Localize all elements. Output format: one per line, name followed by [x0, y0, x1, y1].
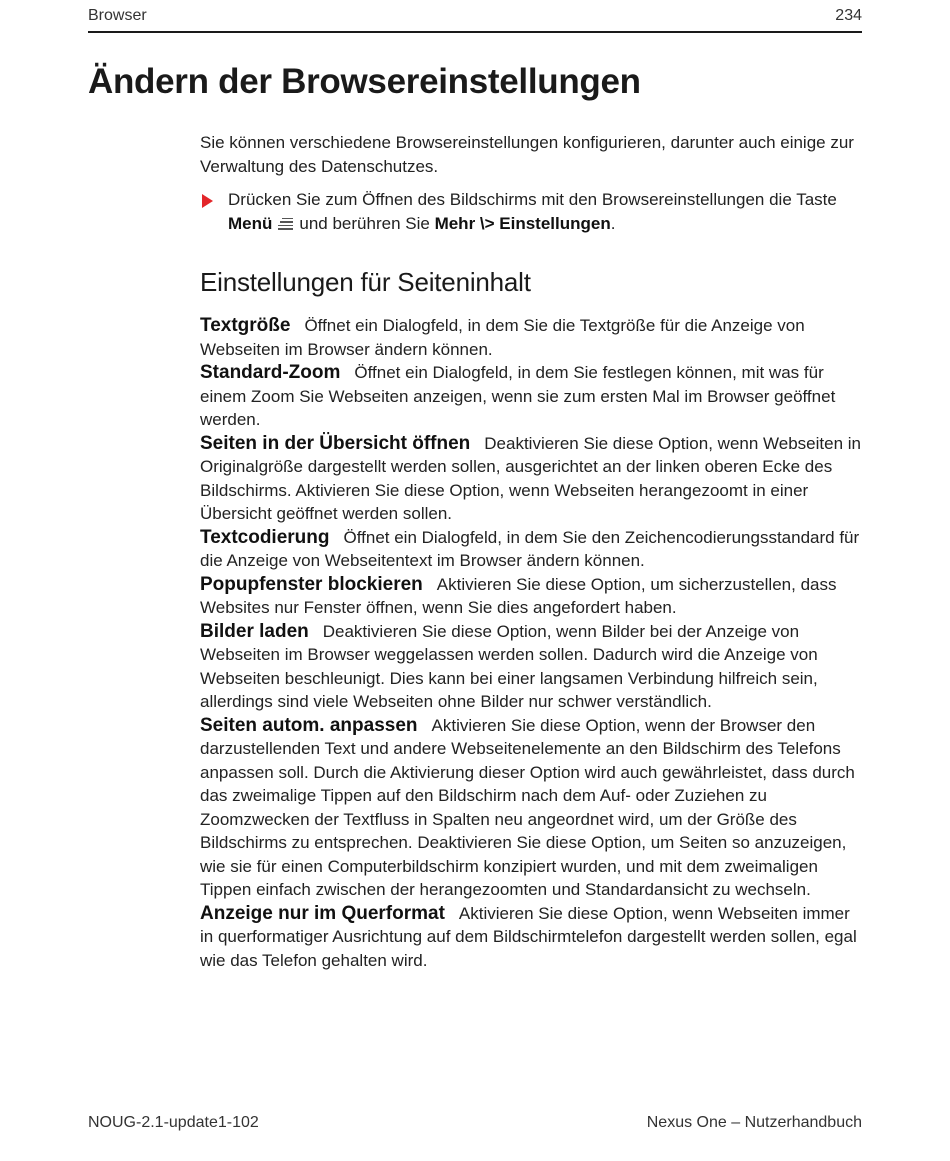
menu-icon	[278, 218, 293, 231]
setting-load-images	[200, 620, 862, 714]
footer-doc-id: NOUG-2.1-update1-102	[88, 1114, 259, 1131]
setting-description: Aktivieren Sie diese Option, wenn Webseiten immer in querformatiger Ausrichtung auf dem Bildschirmtelefon dargestellt werden sollen, egal wie das Telefon gehalten wird.	[200, 903, 857, 970]
step-text-end: .	[610, 213, 616, 233]
setting-term: Seiten autom. anpassen	[200, 714, 418, 736]
instruction-step	[200, 188, 862, 235]
setting-description: Aktivieren Sie diese Option, um sicherzustellen, dass Websites nur Fenster öffnen, wenn Sie dies angefordert haben.	[200, 574, 837, 617]
setting-default-zoom	[200, 361, 862, 432]
setting-overview-mode	[200, 432, 862, 526]
setting-description: Deaktivieren Sie diese Option, wenn Webseiten in Originalgröße dargestellt werden sollen, ausgerichtet an der linken oberen Ecke des Bildschirms. Aktivieren Sie diese Option, wenn Webseiten herangezoomt in einer Übersicht geöffnet werden sollen.	[200, 433, 861, 523]
setting-text-size	[200, 314, 862, 361]
setting-description: Öffnet ein Dialogfeld, in dem Sie den Zeichencodierungsstandard für die Anzeige von Webseitentext im Browser ändern können.	[200, 527, 860, 570]
header-section-title: Browser	[88, 7, 147, 24]
section-heading: Einstellungen für Seiteninhalt	[200, 267, 531, 297]
page-header	[88, 5, 862, 33]
step-text-middle: und berühren Sie	[299, 213, 430, 233]
setting-term: Seiten in der Übersicht öffnen	[200, 432, 471, 454]
setting-description: Deaktivieren Sie diese Option, wenn Bilder bei der Anzeige von Webseiten im Browser weggelassen werden sollen. Dadurch wird die Anzeige von Webseiten beschleunigt. Dies kann bei einer langsamen Verbindung hilfreich sein, allerdings sind viele Webseiten ohne Bilder nur schwer verständlich.	[200, 621, 818, 711]
step-text-before: Drücken Sie zum Öffnen des Bildschirms mit den Browsereinstellungen die Taste	[228, 190, 837, 209]
setting-description: Öffnet ein Dialogfeld, in dem Sie festlegen können, mit was für einem Zoom Sie Webseiten anzeigen, wenn sie zum ersten Mal im Browser geöffnet werden.	[200, 363, 836, 429]
bullet-arrow-icon	[202, 194, 213, 208]
setting-term: Standard-Zoom	[200, 362, 341, 383]
setting-term: Textgröße	[200, 315, 291, 336]
settings-list	[200, 314, 862, 972]
footer-doc-title: Nexus One – Nutzerhandbuch	[646, 1114, 862, 1131]
setting-term: Textcodierung	[200, 526, 330, 548]
header-page-number: 234	[835, 7, 862, 24]
setting-text-encoding	[200, 526, 862, 573]
setting-block-popups	[200, 573, 862, 620]
setting-landscape-only	[200, 902, 862, 973]
setting-auto-fit-pages	[200, 714, 862, 902]
intro-paragraph: Sie können verschiedene Browsereinstellungen konfigurieren, darunter auch einige zur Verwaltung des Datenschutzes.	[200, 133, 854, 176]
step-menu-label: Menü	[228, 213, 273, 233]
setting-term: Popupfenster blockieren	[200, 573, 423, 595]
step-settings-path: Mehr \> Einstellungen	[434, 213, 611, 233]
setting-description: Aktivieren Sie diese Option, wenn der Browser den darzustellenden Text und andere Webseitenelemente an den Bildschirm des Telefons anpassen soll. Durch die Aktivierung dieser Option wird auch gewährleistet, dass durch das zweimalige Tippen auf den Bildschirm nach dem Auf- oder Zuziehen zu Zoomzwecken der Textfluss in Spalten neu angeordnet wird, um der Größe des Bildschirms zu entsprechen. Deaktivieren Sie diese Option, um Seiten so anzuzeigen, wie sie für einen Computerbildschirm konzipiert wurden, und mit dem zweimaligen Tippen einfach zwischen der herangezoomten und Standardansicht zu wechseln.	[200, 715, 855, 899]
page-title: Ändern der Browsereinstellungen	[88, 62, 641, 101]
main-content	[200, 131, 862, 972]
setting-term: Bilder laden	[200, 620, 309, 642]
setting-description: Öffnet ein Dialogfeld, in dem Sie die Textgröße für die Anzeige von Webseiten im Browser ändern können.	[200, 316, 805, 359]
setting-term: Anzeige nur im Querformat	[200, 902, 445, 924]
